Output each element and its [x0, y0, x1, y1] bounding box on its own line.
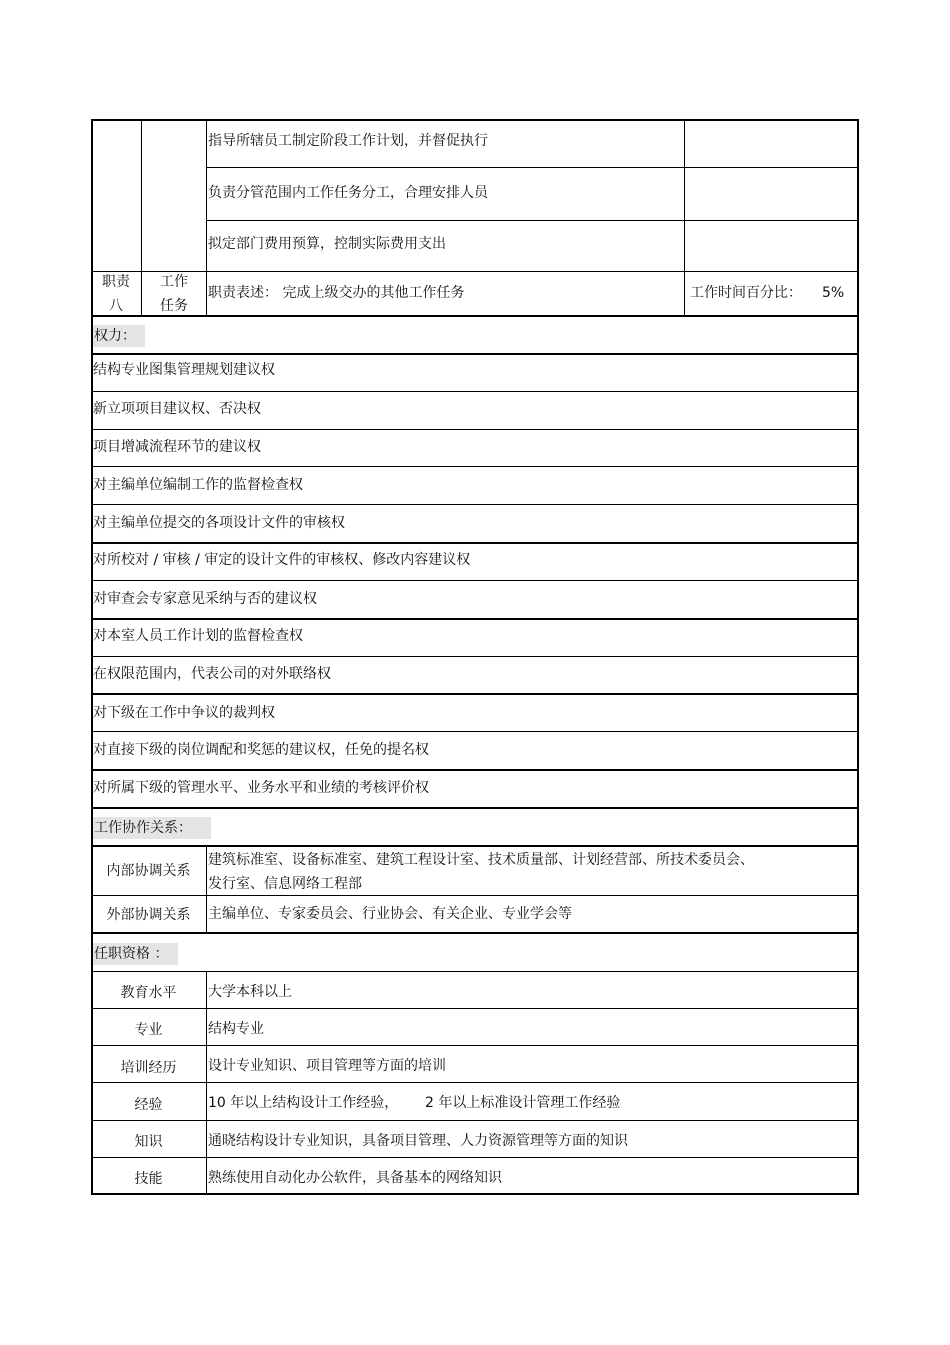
- grid-line: [91, 693, 858, 695]
- grid-line: [91, 353, 858, 355]
- authority-item: 在权限范围内，代表公司的对外联络权: [93, 666, 331, 682]
- qualification-label: 知识: [134, 1134, 163, 1150]
- qualification-value: 大学本科以上: [208, 984, 292, 1000]
- authority-item: 结构专业图集管理规划建议权: [93, 362, 275, 378]
- duty8-percent-label: 工作时间百分比：: [690, 285, 802, 301]
- grid-line: [91, 391, 858, 392]
- grid-line: [91, 466, 858, 467]
- authority-item: 项目增减流程环节的建议权: [93, 439, 261, 455]
- grid-line: [206, 971, 207, 1195]
- grid-line: [91, 1082, 858, 1083]
- authority-item: 对审查会专家意见采纳与否的建议权: [93, 591, 317, 607]
- authority-item: 对直接下级的岗位调配和奖惩的建议权，任免的提名权: [93, 742, 429, 758]
- authority-item: 对下级在工作中争议的裁判权: [93, 705, 275, 721]
- grid-line: [91, 504, 858, 505]
- duty-item: 指导所辖员工制定阶段工作计划，并督促执行: [208, 133, 488, 149]
- duty-item: 负责分管范围内工作任务分工，合理安排人员: [208, 185, 488, 201]
- duty8-description: 职责表述： 完成上级交办的其他工作任务: [208, 285, 465, 301]
- qualification-value: 10 年以上结构设计工作经验， 2 年以上标准设计管理工作经验: [208, 1095, 621, 1111]
- internal-coordination-label: 内部协调关系: [106, 863, 191, 879]
- authority-item: 对所属下级的管理水平、业务水平和业绩的考核评价权: [93, 780, 429, 796]
- grid-line: [206, 119, 207, 316]
- qualification-value: 通晓结构设计专业知识，具备项目管理、人力资源管理等方面的知识: [208, 1133, 628, 1149]
- grid-line: [91, 731, 858, 732]
- grid-line: [206, 220, 858, 221]
- authority-item: 对本室人员工作计划的监督检查权: [93, 628, 303, 644]
- grid-line: [684, 119, 685, 316]
- authority-item: 对主编单位编制工作的监督检查权: [93, 477, 303, 493]
- table-border-right: [857, 119, 859, 1195]
- external-coordination-value: 主编单位、专家委员会、行业协会、有关企业、专业学会等: [208, 906, 572, 922]
- qualification-label: 经验: [134, 1097, 163, 1113]
- grid-line: [206, 845, 207, 932]
- grid-line: [91, 1008, 858, 1009]
- grid-line: [91, 271, 858, 272]
- grid-line: [91, 542, 858, 544]
- grid-line: [91, 807, 858, 809]
- duty8-label-line2: 八: [109, 298, 123, 314]
- qualification-header: 任职资格 ：: [94, 946, 169, 962]
- authority-item: 对所校对 / 审核 / 审定的设计文件的审核权、修改内容建议权: [93, 552, 471, 568]
- grid-line: [206, 167, 858, 168]
- internal-coordination-line1: 建筑标准室、设备标准室、建筑工程设计室、技术质量部、计划经营部、所技术委员会、: [208, 852, 754, 868]
- job-description-sheet: [91, 119, 858, 1195]
- authority-item: 对主编单位提交的各项设计文件的审核权: [93, 515, 345, 531]
- grid-line: [91, 1120, 858, 1121]
- duty8-sub-line2: 任务: [160, 298, 188, 314]
- external-coordination-label: 外部协调关系: [106, 907, 191, 923]
- qualification-label: 教育水平: [120, 985, 177, 1001]
- grid-line: [91, 656, 858, 657]
- authority-header: 权力：: [94, 328, 136, 344]
- grid-line: [91, 769, 858, 771]
- internal-coordination-line2: 发行室、信息网络工程部: [208, 876, 362, 892]
- grid-line: [91, 1045, 858, 1046]
- qualification-value: 设计专业知识、项目管理等方面的培训: [208, 1058, 446, 1074]
- authority-item: 新立项项目建议权、否决权: [93, 401, 261, 417]
- cooperation-header: 工作协作关系：: [94, 820, 192, 836]
- grid-line: [91, 895, 858, 896]
- duty-item: 拟定部门费用预算，控制实际费用支出: [208, 236, 446, 252]
- qualification-value: 结构专业: [208, 1021, 264, 1037]
- duty8-sub-line1: 工作: [160, 274, 188, 290]
- grid-line: [91, 580, 858, 581]
- duty8-label-line1: 职责: [102, 274, 130, 290]
- qualification-label: 专业: [134, 1022, 163, 1038]
- grid-line: [91, 1157, 858, 1158]
- grid-line: [91, 429, 858, 430]
- qualification-label: 培训经历: [120, 1060, 177, 1076]
- grid-line: [91, 315, 858, 317]
- grid-line: [91, 618, 858, 620]
- qualification-value: 熟练使用自动化办公软件，具备基本的网络知识: [208, 1170, 502, 1186]
- qualification-label: 技能: [134, 1171, 163, 1187]
- grid-line: [91, 932, 858, 934]
- duty8-percent-value: 5%: [822, 285, 845, 301]
